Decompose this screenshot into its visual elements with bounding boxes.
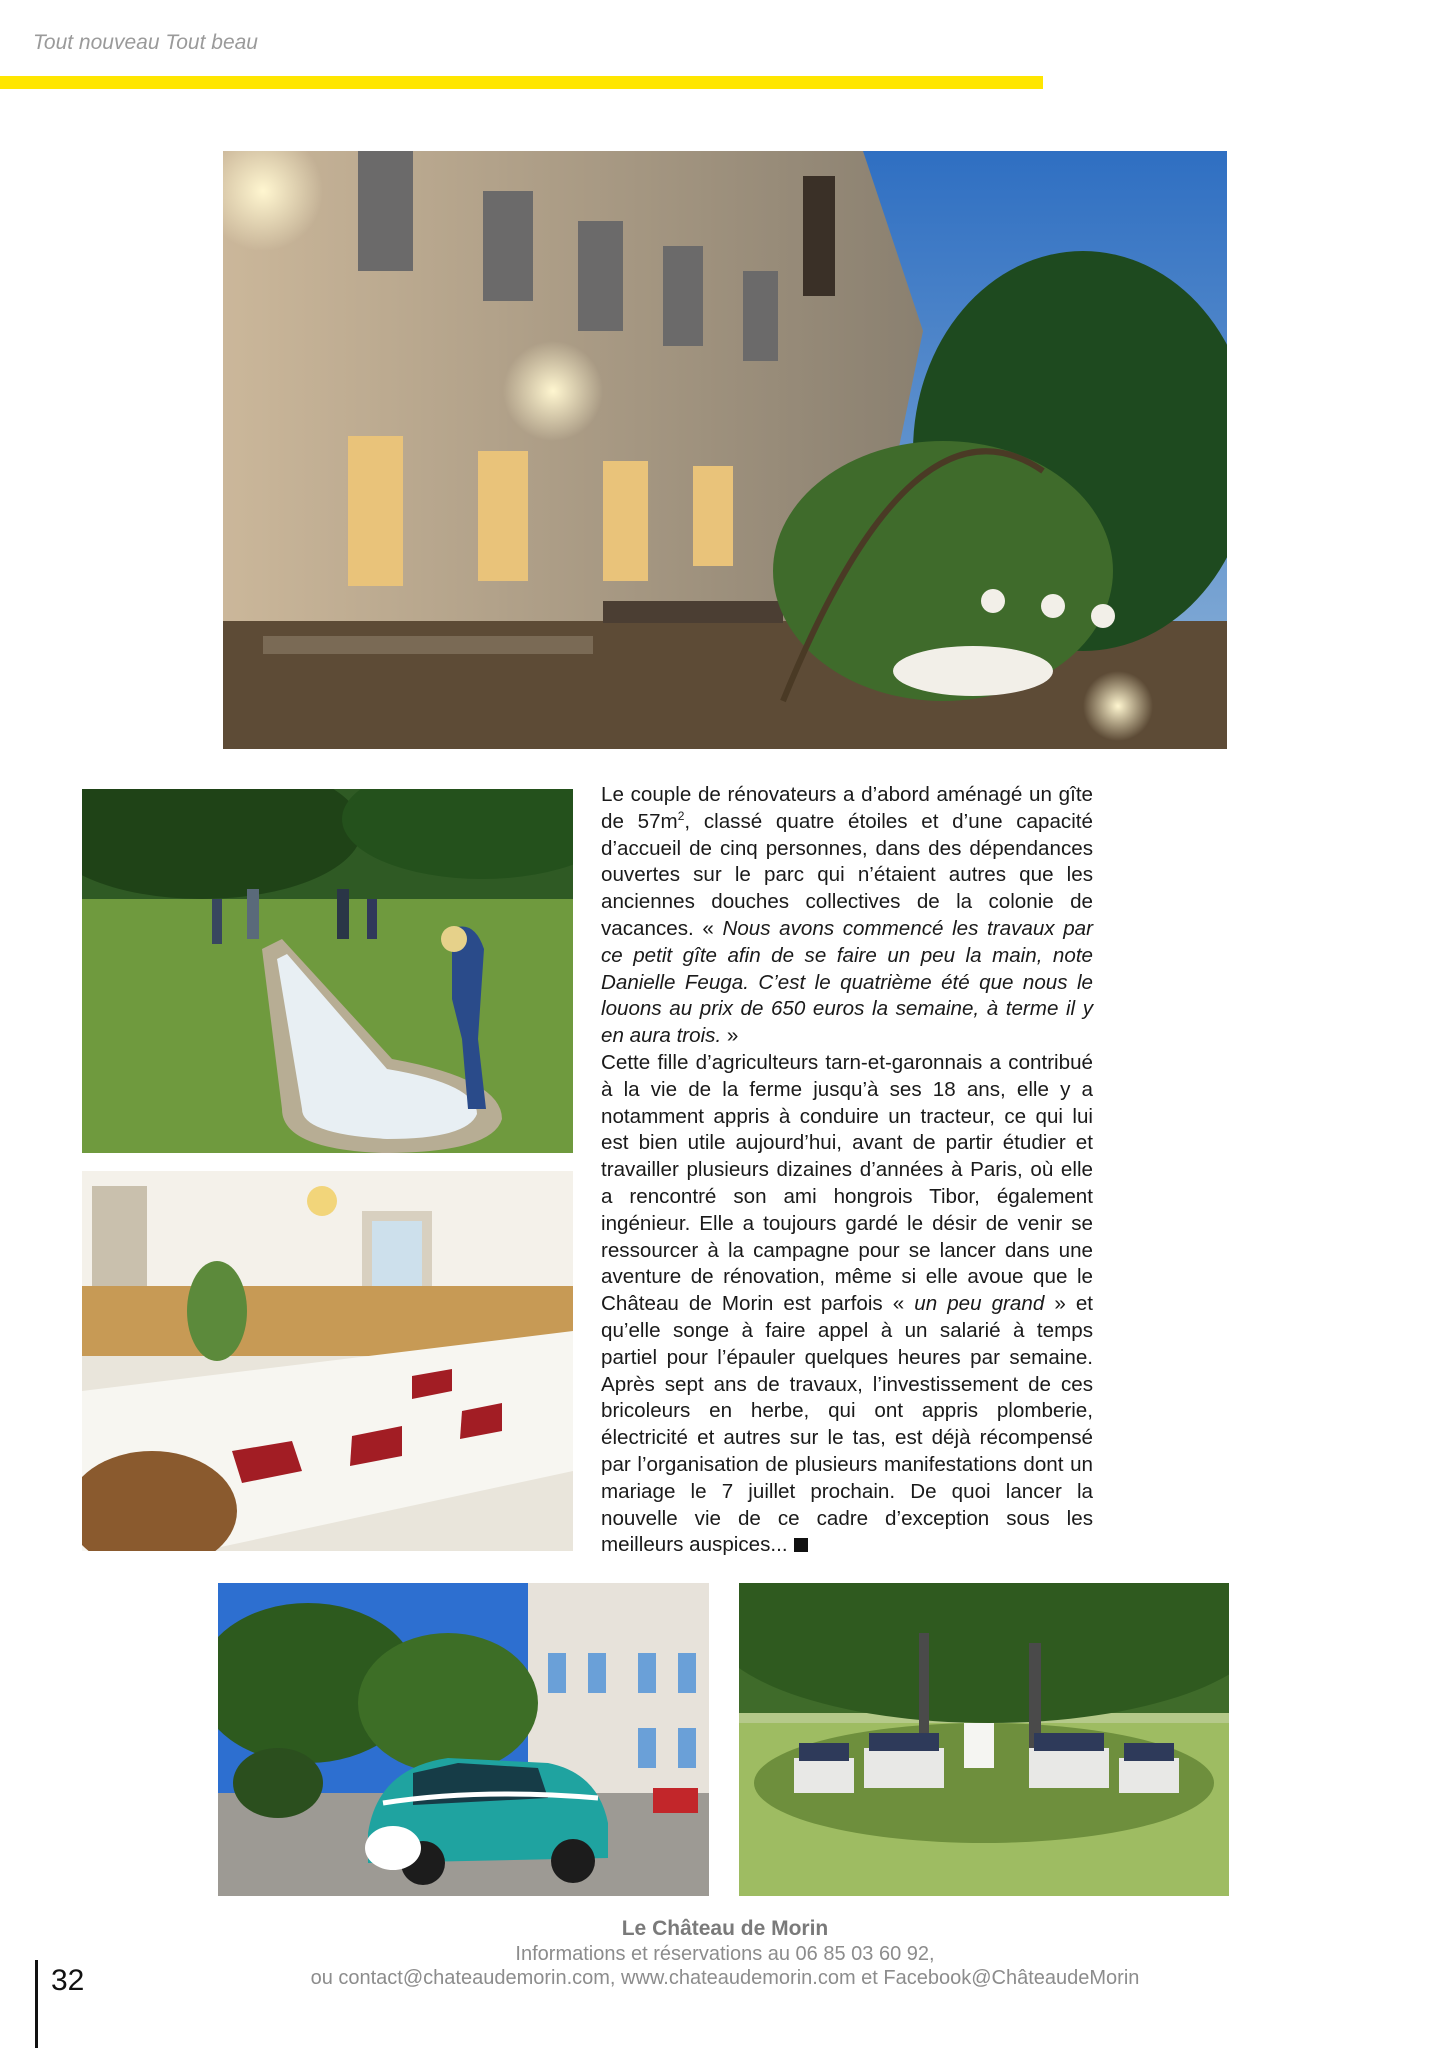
photo-outdoor-ceremony xyxy=(739,1583,1229,1896)
contact-links-line: ou contact@chateaudemorin.com, www.chateaudemorin.com et Facebook@ChâteaudeMorin xyxy=(310,1967,1140,1989)
page-number-rule xyxy=(35,1960,38,2048)
venue-contact-info xyxy=(240,1917,1210,1990)
header-accent-rule xyxy=(0,76,1043,89)
reservation-line: Informations et réservations au 06 85 03 60 92, xyxy=(515,1943,935,1965)
venue-title: Le Château de Morin xyxy=(621,1917,829,1940)
article-paragraph-2: Cette fille d’agriculteurs tarn-et-garonnais a contribué à la vie de la ferme jusqu’à ses 18 ans, elle y a notamment appris à conduire un tracteur, ce qui lui est bien utile aujourd’hui, avant de partir étudier et travailler plusieurs dizaines d’années à Paris, où elle a rencontré son ami hongrois Tibor, également ingénieur. Elle a toujours gardé le désir de venir se ressourcer à la campagne pour se lancer dans une aventure de rénovation, même si elle avoue que le Château de Morin est parfois « un peu grand » et qu’elle songe à faire appel à un salarié à temps partiel pour l’épauler quelques heures par semaine. Après sept ans de travaux, l’investissement de ces bricoleurs en herbe, qui ont appris plomberie, électricité et autres sur le tas, est déjà récompensé par l’organisation de plusieurs manifestations dont un mariage le 7 juillet prochain. De quoi lancer la nouvelle vie de ce cadre d’exception sous les meilleurs auspices... xyxy=(601,1050,1093,1557)
photo-dining-room xyxy=(82,1171,573,1551)
photo-chateau-terrace xyxy=(223,151,1227,749)
article-inline-quote: un peu grand xyxy=(914,1292,1045,1316)
page-number: 32 xyxy=(51,1964,85,1997)
photo-wedding-car xyxy=(218,1583,709,1896)
photo-mini-golf xyxy=(82,789,573,1153)
article-paragraph-1: Le couple de rénovateurs a d’abord aménagé un gîte de $57m^2$, classé quatre étoiles et d’une capacité d’accueil de cinq personnes, dans des dépendances ouvertes sur le parc qui n’étaient autres que les anciennes douches collectives de la colonie de vacances. « Nous avons commencé les travaux par ce petit gîte afin de se faire un peu la main, note Danielle Feuga. C’est le quatrième été que nous le louons au prix de 650 euros la semaine, à terme il y en aura trois. » xyxy=(601,783,1093,1048)
end-of-article-mark xyxy=(794,1538,808,1552)
article-quote: Nous avons commencé les travaux par ce petit gîte afin de se faire un peu la main, note Danielle Feuga. C’est le quatrième été que nous le louons au prix de 650 euros la semaine, à terme il y en aura trois. xyxy=(601,916,1093,1048)
running-header: Tout nouveau Tout beau xyxy=(33,31,258,54)
article-body xyxy=(601,782,1093,1559)
